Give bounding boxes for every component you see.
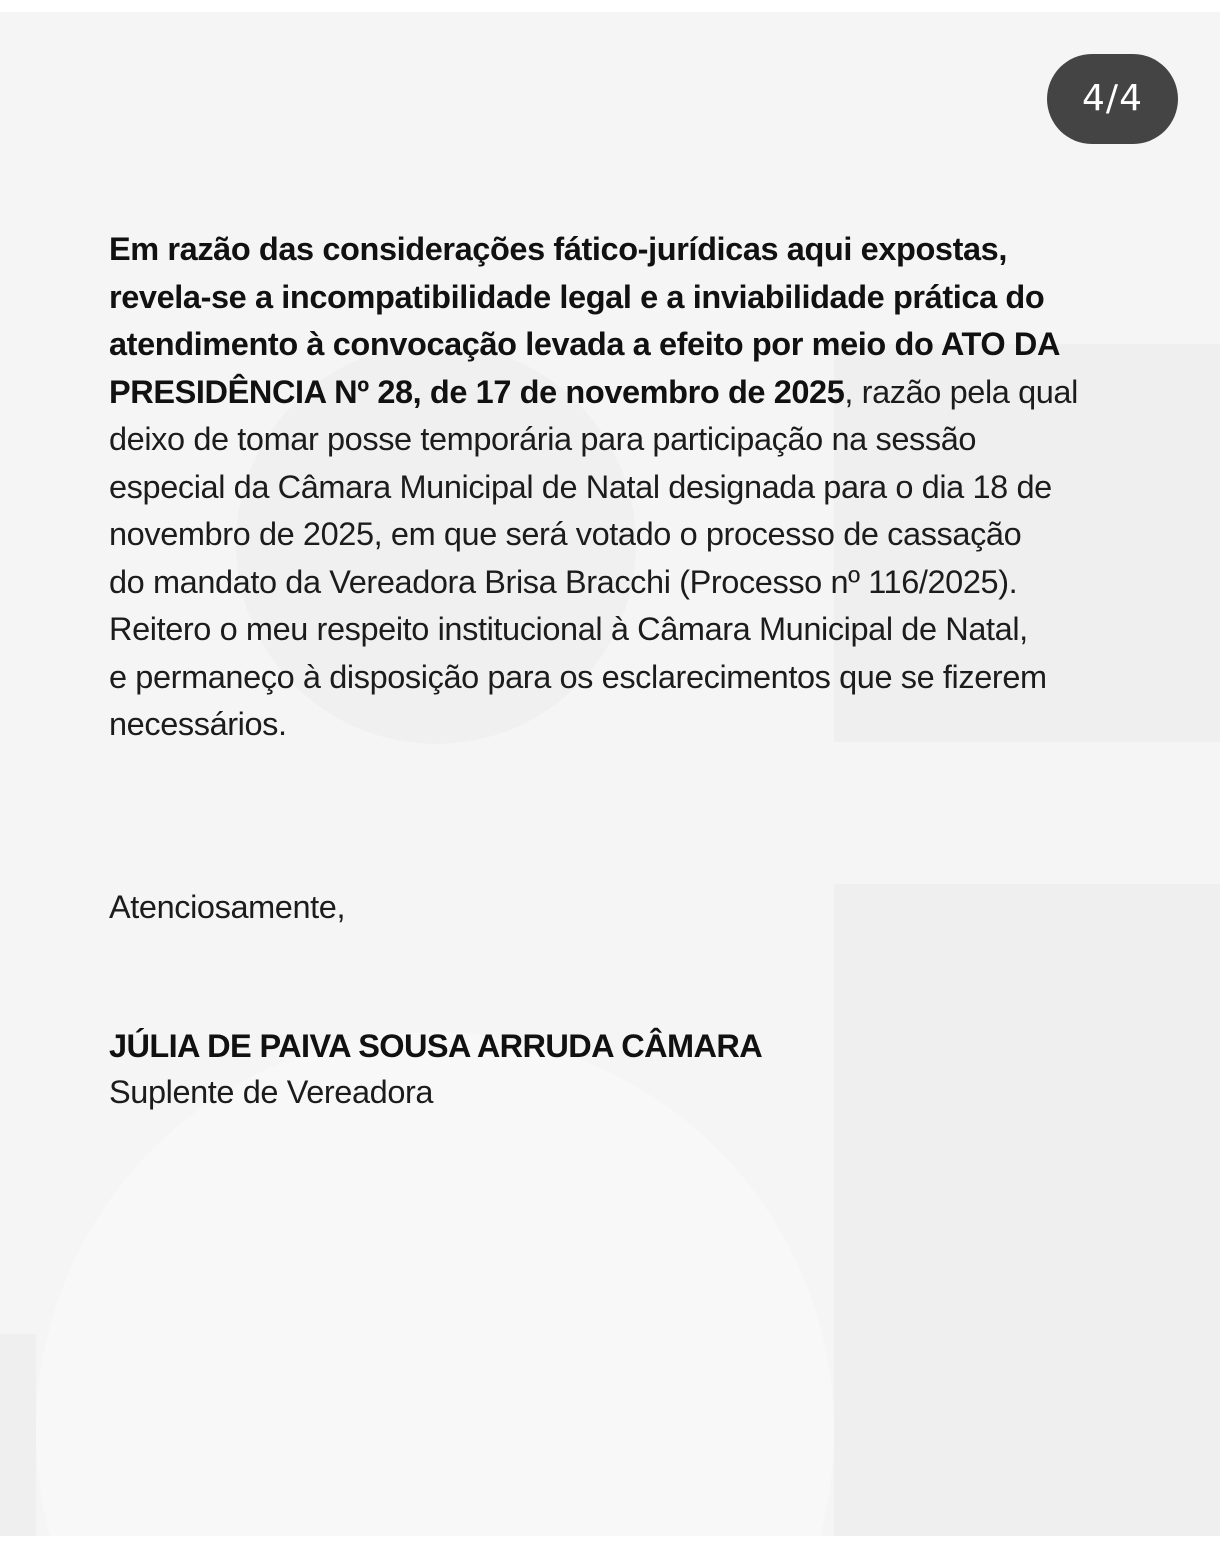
paragraph-line: atendimento à convocação levada a efeito por meio do ATO DA: [109, 326, 1061, 362]
paragraph-line: Reitero o meu respeito institucional à Câmara Municipal de Natal,: [109, 611, 1028, 647]
document-page: [0, 12, 1220, 1536]
paragraph-line: revela-se a incompatibilidade legal e a inviabilidade prática do: [109, 278, 1045, 315]
paragraph-line: necessários.: [109, 706, 287, 742]
paragraph-line: PRESIDÊNCIA Nº 28, de 17 de novembro de 2025, razão pela qual: [109, 373, 1078, 410]
watermark-rect-right: [834, 884, 1220, 1536]
paragraph-line: e permaneço à disposição para os esclarecimentos que se fizerem: [109, 658, 1047, 695]
closing-salutation: Atenciosamente,: [109, 889, 346, 925]
paragraph-line: novembro de 2025, em que será votado o processo de cassação: [109, 516, 1022, 552]
signature-role: Suplente de Vereadora: [109, 1074, 434, 1110]
page-indicator-badge: 4/4: [1047, 54, 1178, 144]
watermark-rect-bottom-left: [0, 1334, 36, 1536]
paragraph-line: especial da Câmara Municipal de Natal designada para o dia 18 de: [109, 468, 1052, 505]
paragraph-line: do mandato da Vereadora Brisa Bracchi (Processo nº 116/2025).: [109, 563, 1018, 600]
paragraph-line: deixo de tomar posse temporária para participação na sessão: [109, 421, 977, 457]
paragraph-line: Em razão das considerações fático-jurídicas aqui expostas,: [109, 231, 1007, 267]
signature-name: JÚLIA DE PAIVA SOUSA ARRUDA CÂMARA: [109, 1028, 763, 1064]
letter-paragraph: [109, 226, 1109, 749]
